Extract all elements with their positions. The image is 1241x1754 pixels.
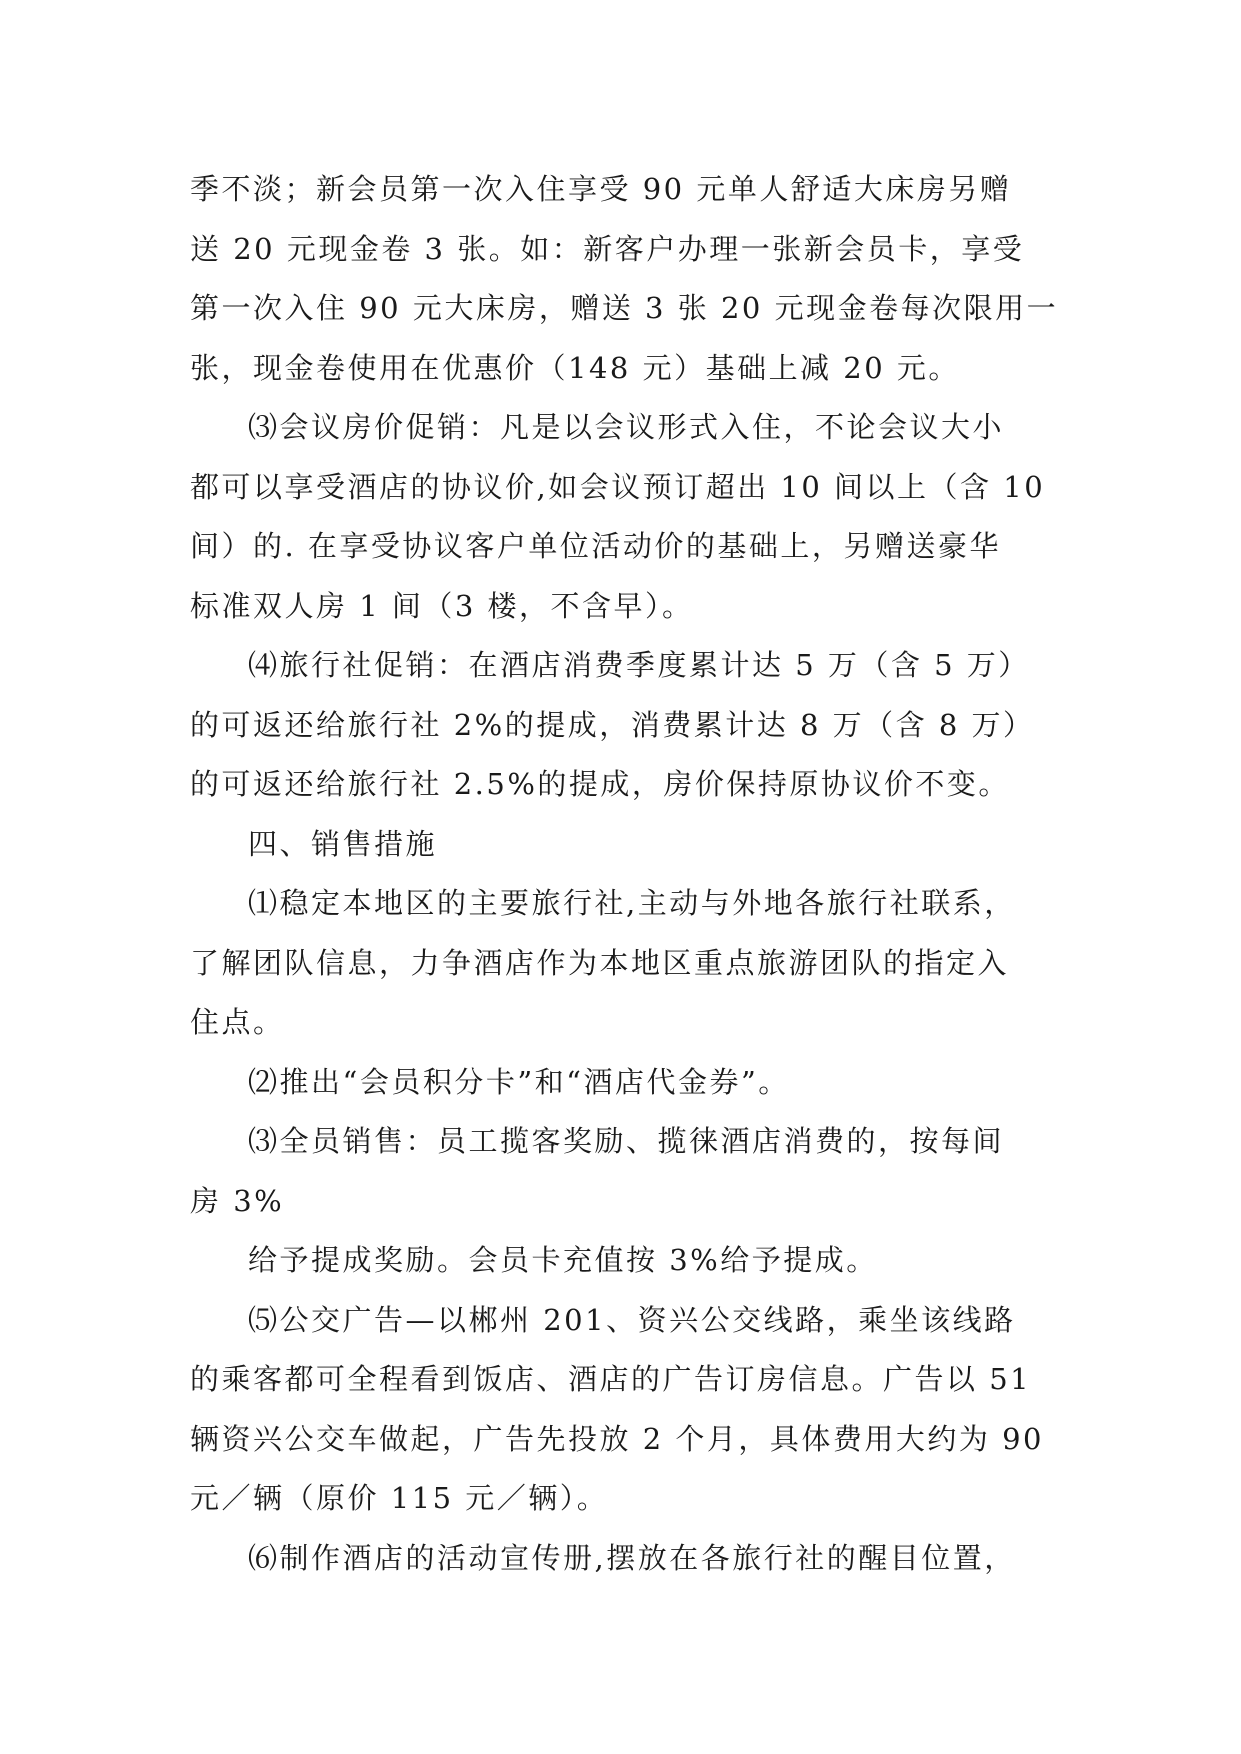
text-line: 都可以享受酒店的协议价,如会议预订超出 10 间以上（含 10: [190, 469, 1046, 504]
text-line: 第一次入住 90 元大床房，赠送 3 张 20 元现金卷每次限用一: [190, 291, 1059, 325]
text-line: 送 20 元现金卷 3 张。如：新客户办理一张新会员卡，享受: [190, 231, 1025, 266]
text-line: 间）的. 在享受协议客户单位活动价的基础上，另赠送豪华: [190, 529, 1001, 563]
section-heading: 四、销售措施: [248, 826, 438, 861]
text-line: ⑹制作酒店的活动宣传册,摆放在各旅行社的醒目位置，: [248, 1540, 1016, 1575]
text-line: ⑸公交广告—以郴州 201、资兴公交线路，乘坐该线路: [248, 1302, 1016, 1337]
text-line: ⑶会议房价促销：凡是以会议形式入住，不论会议大小: [248, 410, 1005, 444]
text-line: 给予提成奖励。会员卡充值按 3%给予提成。: [248, 1243, 878, 1277]
text-line: 的可返还给旅行社 2%的提成，消费累计达 8 万（含 8 万）: [190, 707, 1035, 742]
text-line: 元／辆（原价 115 元／辆）。: [190, 1481, 609, 1515]
text-line: 标准双人房 1 间（3 楼，不含早）。: [190, 588, 694, 623]
text-line: 张，现金卷使用在优惠价（148 元）基础上减 20 元。: [190, 350, 960, 385]
text-line: 了解团队信息，力争酒店作为本地区重点旅游团队的指定入: [190, 945, 1010, 980]
text-line: ⑴稳定本地区的主要旅行社,主动与外地各旅行社联系，: [248, 886, 1016, 920]
text-line: 的乘客都可全程看到饭店、酒店的广告订房信息。广告以 51: [190, 1362, 1032, 1396]
text-line: ⑷旅行社促销：在酒店消费季度累计达 5 万（含 5 万）: [248, 648, 1030, 682]
text-line: 辆资兴公交车做起，广告先投放 2 个月，具体费用大约为 90: [190, 1421, 1045, 1456]
body-text: [190, 160, 1059, 1588]
text-line: ⑶全员销售：员工揽客奖励、揽徕酒店消费的，按每间: [248, 1124, 1005, 1158]
text-line: 住点。: [190, 1005, 285, 1039]
text-line: ⑵推出“会员积分卡”和“酒店代金券”。: [248, 1064, 790, 1099]
text-line: 房 3%: [190, 1183, 285, 1218]
text-line: 季不淡；新会员第一次入住享受 90 元单人舒适大床房另赠: [190, 172, 1012, 206]
text-line: 的可返还给旅行社 2.5%的提成，房价保持原协议价不变。: [190, 767, 1010, 801]
